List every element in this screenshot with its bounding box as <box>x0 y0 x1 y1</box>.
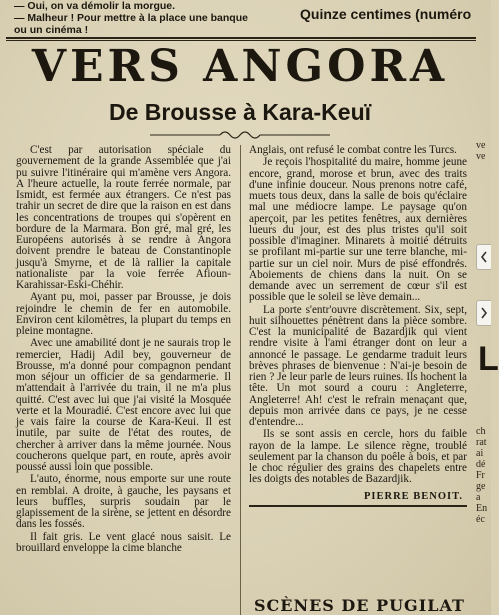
top-line-2: — Malheur ! Pour mettre à la place une banque <box>14 12 248 24</box>
margin-line <box>476 173 491 184</box>
margin-line <box>476 393 491 404</box>
margin-line <box>476 228 491 239</box>
margin-line <box>476 184 491 195</box>
previous-page-button[interactable] <box>476 244 491 270</box>
next-article-heading: SCÈNES DE PUGILAT <box>254 596 465 615</box>
chevron-right-icon <box>480 307 488 319</box>
margin-line <box>476 217 491 228</box>
header-rule <box>6 37 476 39</box>
margin-line <box>476 162 491 173</box>
signature-rule <box>249 505 467 507</box>
paragraph: Ils se sont assis en cercle, hors du faible rayon de la lampe. Le silence règne, troublé seulement par la chanson du poêle à bois, et par le choc régulier des grains des chapelets entre les doigts des notables de Bazardjik. <box>249 428 467 486</box>
article-column-left <box>16 145 231 554</box>
paragraph: Il fait gris. Le vent glacé nous saisit. Le brouillard enveloppe la cime blanche <box>16 530 231 554</box>
margin-line <box>476 327 491 338</box>
paragraph: L'auto, énorme, nous emporte sur une route en remblai. A droite, à gauche, les paysans et leurs buffles, surpris soudain par le glapissement de la sirène, se jettent en désordre dans les fossés. <box>16 473 231 531</box>
article-subtitle: De Brousse à Kara-Keuï <box>108 99 372 125</box>
margin-line <box>476 272 491 283</box>
margin-line <box>476 382 491 393</box>
paragraph: Anglais, ont refusé le combat contre les Turcs. <box>249 144 457 156</box>
margin-line: ch <box>476 426 486 437</box>
margin-line: ve <box>476 151 486 162</box>
top-line-1: — Oui, on va démolir la morgue. <box>14 0 176 12</box>
margin-line <box>476 404 491 415</box>
margin-line <box>476 206 491 217</box>
margin-line: rat <box>476 437 487 448</box>
article-column-right <box>249 145 467 507</box>
margin-line: a <box>476 492 481 503</box>
paragraph: C'est par autorisation spéciale du gouvernement de la grande Assemblée que j'ai pu suivre l'itinéraire qui m'amène vers Angora. A l'heure actuelle, la route ferrée normale, par Ismidt, est fermée aux étrangers. Ce n'est pas trahir un secret de dire que la raison en est dans les concentrations de troupes qui s'opèrent en bordure de la Marmara. Bon gré, mal gré, les Européens autorisés à se rendre à Angora doivent prendre le bateau de Constantinople jusqu'à Smyrne, et de là rallier la capitale nationaliste par la voie ferrée Afioun-Karahissar-Eski-Chéhir. <box>16 144 231 291</box>
margin-line: ai <box>476 448 484 459</box>
paragraph: Ayant pu, moi, passer par Brousse, je dois rejoindre le chemin de fer en automobile. Environ cent kilomètres, la plupart du temps en pleine montagne. <box>16 291 231 337</box>
column-divider <box>240 145 241 615</box>
chevron-left-icon <box>480 251 488 263</box>
adjacent-column-letter: L <box>478 340 499 378</box>
author-signature: PIERRE BENOIT. <box>364 490 463 502</box>
margin-line: En <box>476 503 488 514</box>
price-banner: Quinze centimes (numéro <box>300 6 472 22</box>
margin-line: ge <box>476 481 486 492</box>
next-page-button[interactable] <box>476 300 491 326</box>
title-ornament <box>150 128 330 142</box>
paragraph: Je reçois l'hospitalité du maire, homme jeune encore, grand, morose et brun, avec des traits d'une infinie douceur. Nous prenons notre café, muets tous deux, dans la salle de bois qu'éclaire mal une médiocre lampe. Le paysage qu'on aperçoit, par les petites fenêtres, aux dernières lueurs du jour, est des plus tristes qu'il soit possible d'imaginer. Minarets à moitié détruits se profilant mi-partie sur une terre blanche, mi-partie sur un ciel noir. Murs de pisé effondrés. Aboiements de chiens dans la nuit. On se demande avec un serrement de cœur s'il est possible que le soleil se lève demain... <box>249 156 467 304</box>
margin-line: éc <box>476 514 485 525</box>
paragraph: Avec une amabilité dont je ne saurais trop le remercier, Hadij Adil bey, gouverneur de Brousse, m'a donné pour compagnon pendant mon séjour un officier de sa gendarmerie. Il m'attendait à l'arrivée du train, il ne m'a plus quitté. C'est avec lui que j'ai visité la Mosquée verte et la Mouradié. C'est encore avec lui que je vais faire la course de Kara-Keui. Il est inutile, par suite de l'état des routes, de chercher à arriver dans la même journée. Nous coucherons quelque part, en route, après avoir poussé aussi loin que possible. <box>16 337 231 473</box>
margin-line: ve <box>476 140 486 151</box>
margin-line <box>476 195 491 206</box>
top-dialogue <box>14 0 314 36</box>
margin-line <box>476 283 491 294</box>
top-line-3: ou un cinéma ! <box>14 24 89 36</box>
margin-line: Fr <box>476 470 485 481</box>
margin-line <box>476 415 491 426</box>
margin-line: dé <box>476 459 486 470</box>
paragraph: La porte s'entr'ouvre discrètement. Six, sept, huit silhouettes pénètrent dans la pièce sombre. C'est la municipalité de Bazardjik qui vient rendre visite à l'ami étranger dont on leur a annoncé le passage. Le gendarme traduit leurs brèves phrases de bienvenue : N'ai-je besoin de rien ? Je leur parle de leurs ruines. Ils hochent la tête. Un mot sourd a couru : Angleterre, Angleterre! Ah! c'est le refrain menaçant que, depuis mon arrivée dans ce pays, je ne cesse d'entendre... <box>249 303 467 428</box>
article-title: VERS ANGORA <box>31 41 449 92</box>
